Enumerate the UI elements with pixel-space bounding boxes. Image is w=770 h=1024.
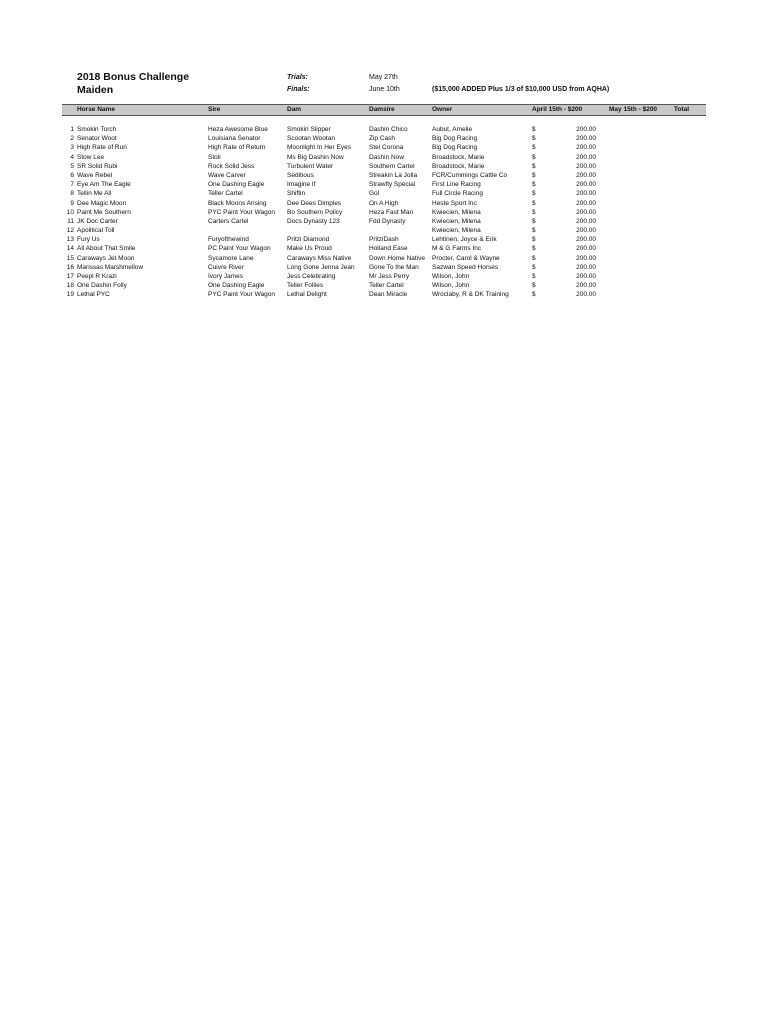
sire-name: PC Paint Your Wagon (208, 245, 271, 253)
damsire-name: Stel Corona (369, 144, 404, 152)
horse-name: Smokin Torch (77, 126, 117, 133)
owner-name: Big Dog Racing (432, 144, 478, 152)
currency-symbol: $ (532, 282, 536, 290)
dam-name: Jess Celebrating (287, 273, 336, 280)
april-payment: 200.00 (576, 171, 596, 179)
dam-name: Scootan Wootan (287, 135, 335, 143)
owner-name: Full Circle Racing (432, 190, 483, 198)
table-row (0, 217, 770, 226)
april-payment: 200.00 (576, 135, 596, 143)
sire-name: Sycamore Lane (208, 254, 254, 262)
table-row (0, 254, 770, 263)
owner-name: Kwiecien, Milena (432, 227, 481, 235)
owner-name: Wilson, John (432, 282, 470, 290)
currency-symbol: $ (532, 153, 536, 161)
currency-symbol: $ (532, 162, 536, 170)
owner-name: FCR/Cummings Cattle Co (432, 171, 508, 179)
table-row (0, 244, 770, 253)
table-row (0, 189, 770, 198)
sire-name: Wave Carver (208, 171, 246, 179)
dam-name: Moonlight In Her Eyes (287, 144, 351, 152)
page-subtitle: Maiden (77, 84, 114, 96)
row-number: 12 (66, 227, 74, 235)
april-payment: 200.00 (576, 217, 596, 225)
row-number: 13 (66, 236, 74, 244)
horse-name: Tellin Me All (77, 190, 112, 198)
col-owner: Owner (432, 106, 453, 113)
april-payment: 200.00 (576, 126, 596, 133)
sire-name: Rock Solid Jess (208, 162, 255, 170)
currency-symbol: $ (532, 135, 536, 143)
row-number: 9 (70, 199, 74, 207)
row-number: 14 (66, 245, 74, 253)
row-number: 6 (70, 171, 74, 179)
dam-name: Imagine If (287, 181, 316, 189)
horse-name: Lethal PYC (77, 291, 110, 299)
horse-name: Stow Lee (77, 153, 105, 161)
row-number: 17 (66, 273, 74, 280)
sire-name: Cuivre River (208, 263, 244, 271)
dam-name: Lethal Delight (287, 291, 327, 299)
damsire-name: Mr Jess Perry (369, 273, 410, 280)
dam-name: Pritzi Diamond (287, 236, 330, 244)
sire-name: PYC Paint Your Wagon (208, 291, 275, 299)
currency-symbol: $ (532, 208, 536, 216)
owner-name: Broadstock, Marie (432, 162, 485, 170)
damsire-name: Heza Fast Man (369, 208, 414, 216)
april-payment: 200.00 (576, 153, 596, 161)
dam-name: Docs Dynasty 123 (287, 217, 340, 225)
dam-name: Turbulent Water (287, 162, 334, 170)
damsire-name: Dashin Chico (369, 126, 408, 133)
april-payment: 200.00 (576, 236, 596, 244)
damsire-name: Strawfly Special (369, 181, 416, 189)
sire-name: One Dashing Eagle (208, 282, 265, 290)
sire-name: Carters Cartel (208, 217, 249, 225)
sire-name: Furyofthewind (208, 236, 249, 244)
table-row (0, 171, 770, 180)
row-number: 16 (66, 263, 74, 271)
table-row (0, 162, 770, 171)
currency-symbol: $ (532, 273, 536, 280)
col-horse-name: Horse Name (77, 106, 115, 113)
horse-name: Apolitical Toll (77, 227, 115, 235)
horse-name: Senator Woot (77, 135, 117, 143)
april-payment: 200.00 (576, 282, 596, 290)
col-damsire: Damsire (369, 106, 395, 113)
dam-name: Caraways Miss Native (287, 254, 352, 262)
table-row (0, 290, 770, 299)
horse-name: JK Doc Carter (77, 217, 118, 225)
april-payment: 200.00 (576, 291, 596, 299)
table-row (0, 208, 770, 217)
currency-symbol: $ (532, 227, 536, 235)
horse-name: One Dashin Folly (77, 282, 127, 290)
dam-name: Make Us Proud (287, 245, 332, 253)
column-header-bar (62, 104, 706, 116)
april-payment: 200.00 (576, 190, 596, 198)
damsire-name: Dean Miracle (369, 291, 408, 299)
damsire-name: Gol (369, 190, 380, 198)
damsire-name: Fdd Dynasty (369, 217, 406, 225)
owner-name: Wroclaby, R & DK Training (432, 291, 509, 299)
sire-name: One Dashing Eagle (208, 181, 265, 189)
owner-name: Procter, Carol & Wayne (432, 254, 500, 262)
sire-name: Ivory James (208, 273, 244, 280)
row-number: 19 (66, 291, 74, 299)
sire-name: Louisiana Senator (208, 135, 261, 143)
row-number: 18 (66, 282, 74, 290)
sire-name: High Rate of Return (208, 144, 266, 152)
currency-symbol: $ (532, 171, 536, 179)
owner-name: Big Dog Racing (432, 135, 478, 143)
dam-name: Ms Big Dashin Now (287, 153, 344, 161)
dam-name: Seditious (287, 171, 314, 179)
row-number: 15 (66, 254, 74, 262)
currency-symbol: $ (532, 291, 536, 299)
row-number: 4 (70, 153, 74, 161)
table-row (0, 125, 770, 134)
owner-name: Heste Sport Inc (432, 199, 477, 207)
currency-symbol: $ (532, 126, 536, 133)
april-payment: 200.00 (576, 263, 596, 271)
row-number: 5 (70, 162, 74, 170)
table-row (0, 153, 770, 162)
page-title: 2018 Bonus Challenge (77, 71, 190, 83)
finals-label: Finals: (287, 86, 310, 93)
owner-name: Aubut, Amelie (432, 126, 473, 133)
damsire-name: Teller Cartel (369, 282, 404, 290)
row-number: 1 (70, 126, 74, 133)
horse-name: Fury Us (77, 236, 100, 244)
row-number: 8 (70, 190, 74, 198)
table-row (0, 272, 770, 281)
owner-name: Sazwan Speed Horses (432, 263, 499, 271)
table-row (0, 281, 770, 290)
damsire-name: Streakin La Jolla (369, 171, 418, 179)
dam-name: Smokin Slipper (287, 126, 331, 133)
horse-name: Paint Me Southern (77, 208, 131, 216)
table-row (0, 226, 770, 235)
horse-name: All About That Smile (77, 245, 136, 253)
table-row (0, 235, 770, 244)
added-money-note: ($15,000 ADDED Plus 1/3 of $10,000 USD from AQHA) (432, 86, 610, 93)
col-dam: Dam (287, 106, 302, 113)
row-number: 2 (70, 135, 74, 143)
currency-symbol: $ (532, 263, 536, 271)
entries-table (0, 125, 770, 300)
row-number: 10 (66, 208, 74, 216)
horse-name: Caraways Jet Moon (77, 254, 135, 262)
damsire-name: Dashin Now (369, 153, 405, 161)
horse-name: SR Solid Rubi (77, 162, 118, 170)
owner-name: Kwiecien, Milena (432, 217, 481, 225)
horse-name: Wave Rebel (77, 171, 113, 179)
sire-name: Black Moons Arising (208, 199, 267, 207)
owner-name: Kwiecien, Milena (432, 208, 481, 216)
horse-name: Marissas Marshmellow (77, 263, 144, 271)
col-may: May 15th - $200 (609, 106, 658, 113)
currency-symbol: $ (532, 254, 536, 262)
currency-symbol: $ (532, 190, 536, 198)
currency-symbol: $ (532, 217, 536, 225)
dam-name: Dee Dees Dimples (287, 199, 342, 207)
horse-name: High Rate of Run (77, 144, 127, 152)
sire-name: Teller Cartel (208, 190, 243, 198)
damsire-name: On A High (369, 199, 399, 207)
currency-symbol: $ (532, 245, 536, 253)
damsire-name: PritziDash (369, 236, 399, 244)
table-row (0, 143, 770, 152)
damsire-name: Holland Ease (369, 245, 408, 253)
currency-symbol: $ (532, 181, 536, 189)
april-payment: 200.00 (576, 181, 596, 189)
table-row (0, 199, 770, 208)
finals-value: June 10th (369, 86, 400, 93)
damsire-name: Gone To the Man (369, 263, 419, 271)
april-payment: 200.00 (576, 208, 596, 216)
horse-name: Eye Am The Eagle (77, 181, 131, 189)
damsire-name: Southern Cartel (369, 162, 415, 170)
owner-name: M & G Farms Inc (432, 245, 482, 253)
owner-name: First Line Racing (432, 181, 481, 189)
sire-name: PYC Paint Your Wagon (208, 208, 275, 216)
trials-value: May 27th (369, 74, 398, 81)
april-payment: 200.00 (576, 199, 596, 207)
col-april: April 15th - $200 (532, 106, 583, 113)
table-row (0, 180, 770, 189)
row-number: 7 (70, 181, 74, 189)
trials-label: Trials: (287, 74, 308, 81)
april-payment: 200.00 (576, 254, 596, 262)
damsire-name: Down Home Native (369, 254, 425, 262)
april-payment: 200.00 (576, 245, 596, 253)
row-number: 3 (70, 144, 74, 152)
currency-symbol: $ (532, 144, 536, 152)
table-row (0, 134, 770, 143)
currency-symbol: $ (532, 199, 536, 207)
april-payment: 200.00 (576, 227, 596, 235)
dam-name: Bo Southern Policy (287, 208, 343, 216)
dam-name: Shiftin (287, 190, 306, 198)
april-payment: 200.00 (576, 273, 596, 280)
april-payment: 200.00 (576, 144, 596, 152)
table-row (0, 263, 770, 272)
dam-name: Teller Follies (287, 282, 324, 290)
col-sire: Sire (208, 106, 221, 113)
april-payment: 200.00 (576, 162, 596, 170)
col-total: Total (674, 106, 690, 113)
horse-name: Dee Magic Moon (77, 199, 127, 207)
horse-name: Peepl R Krazi (77, 273, 117, 280)
damsire-name: Zip Cash (369, 135, 396, 143)
owner-name: Lehtinen, Joyce & Erik (432, 236, 497, 244)
sire-name: Stoli (208, 153, 221, 161)
owner-name: Wilson, John (432, 273, 470, 280)
currency-symbol: $ (532, 236, 536, 244)
row-number: 11 (67, 217, 74, 225)
sire-name: Heza Awesome Blue (208, 126, 268, 133)
owner-name: Broadstock, Marie (432, 153, 485, 161)
dam-name: Long Gone Jenna Jean (287, 263, 355, 271)
